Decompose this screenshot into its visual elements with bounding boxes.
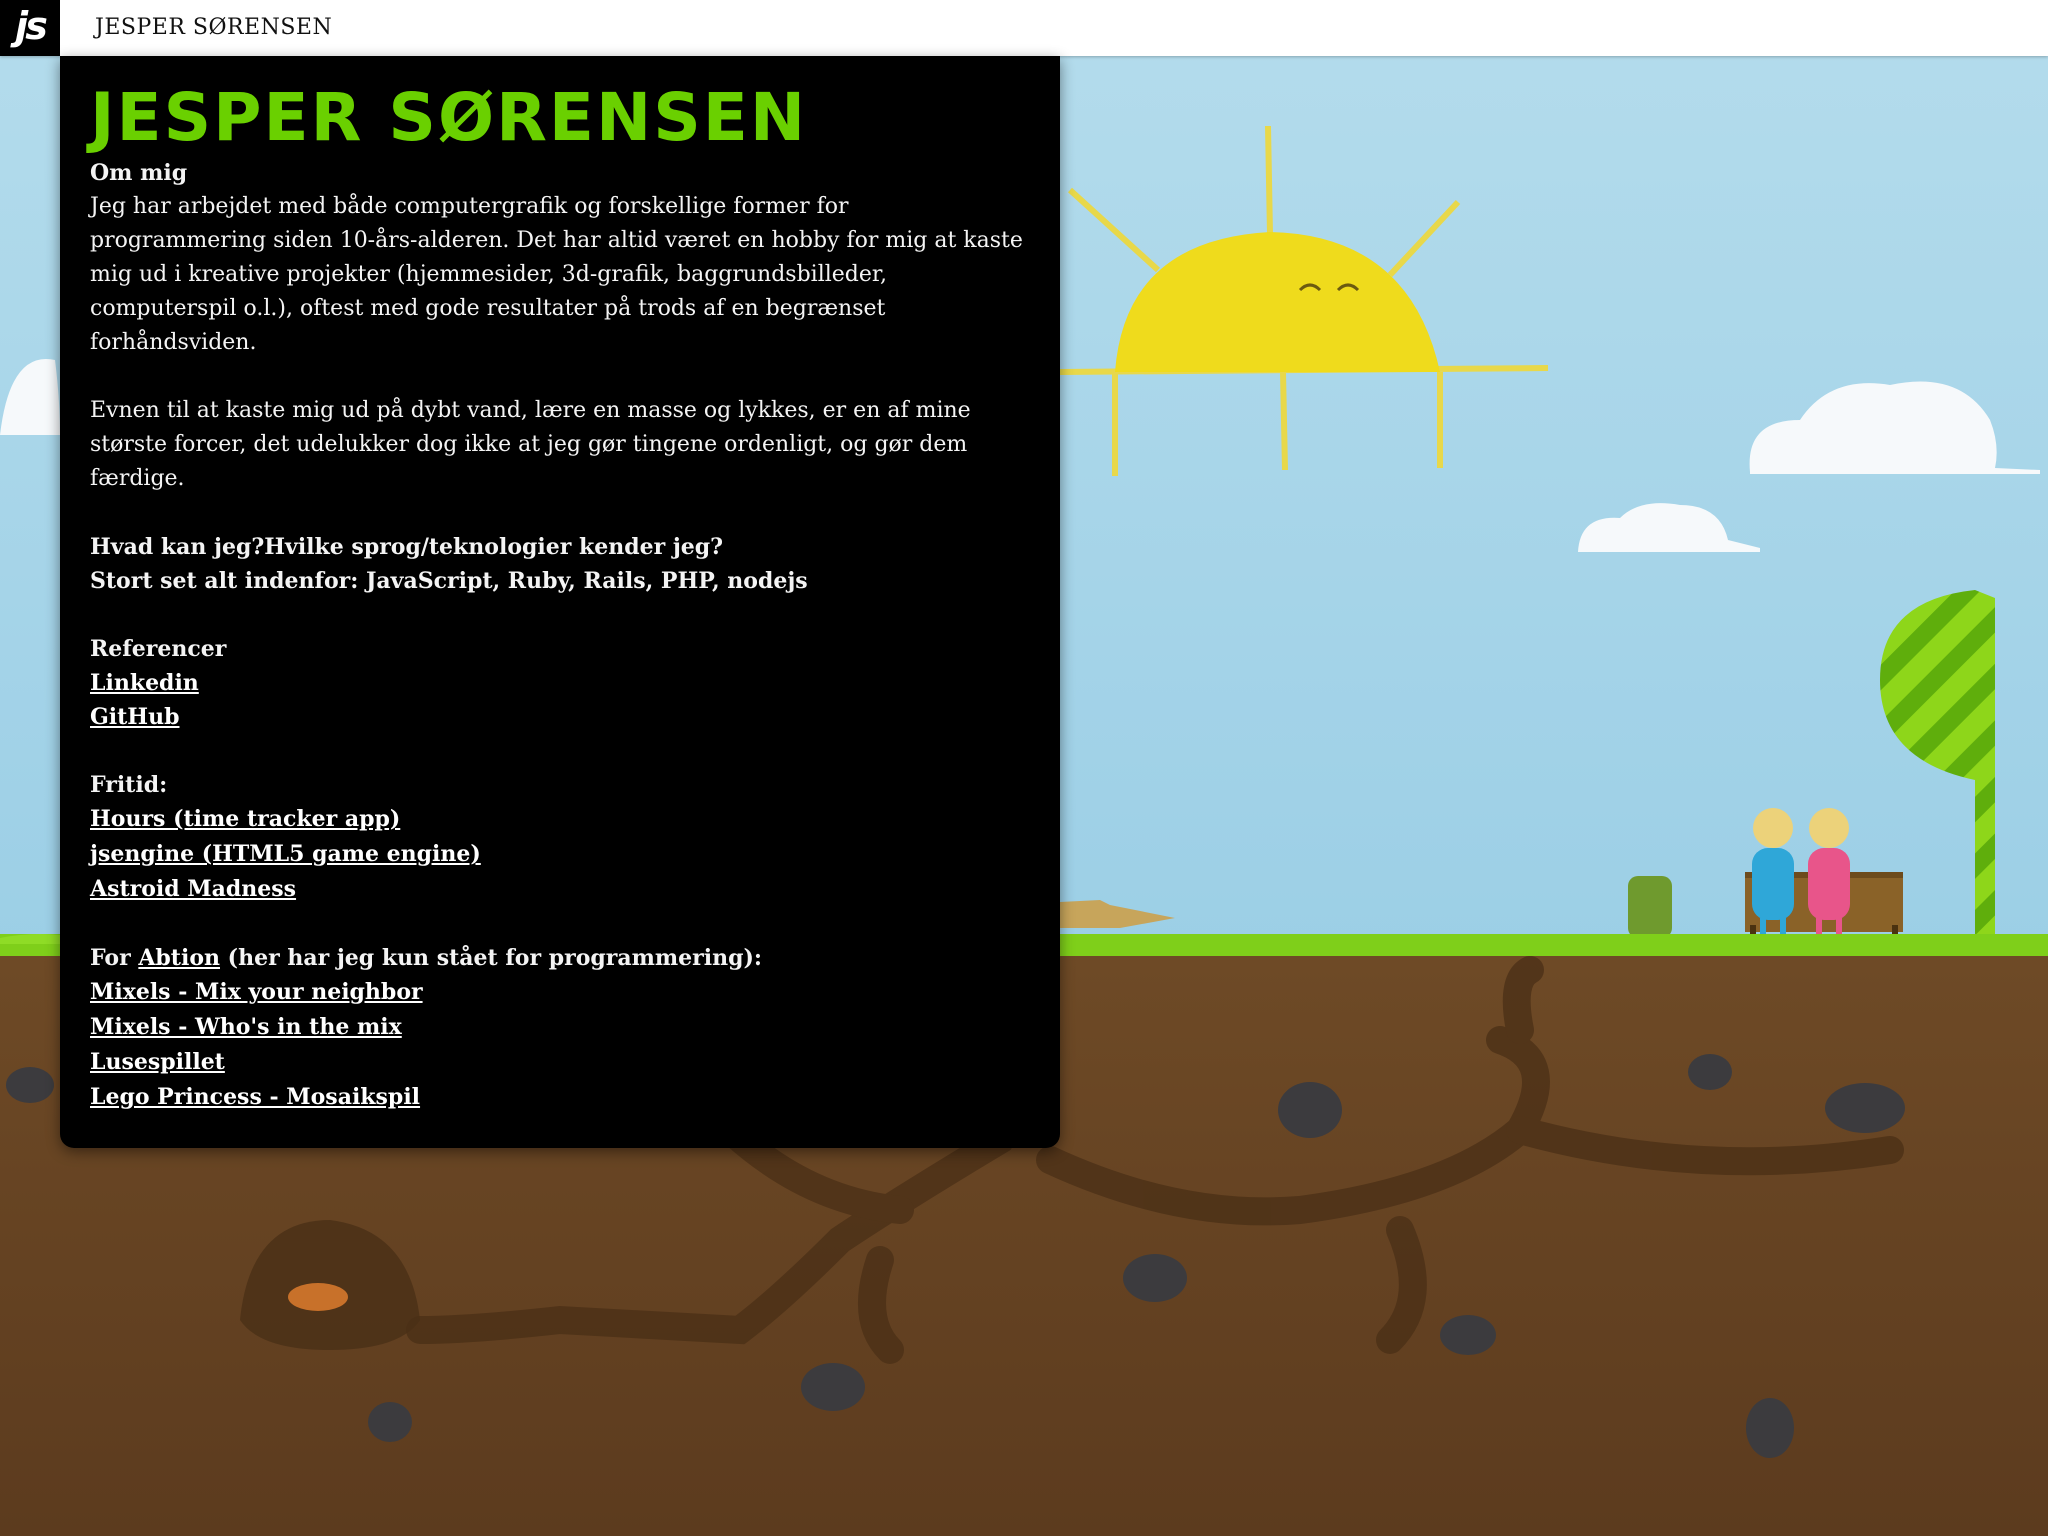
github-link[interactable]: GitHub — [90, 704, 180, 730]
site-logo[interactable]: js — [0, 0, 60, 56]
trash-bin — [1628, 876, 1672, 938]
top-bar — [0, 0, 2048, 56]
about-heading: Om mig — [90, 160, 188, 186]
abtion-heading — [90, 941, 1030, 975]
astroid-madness-link[interactable]: Astroid Madness — [90, 876, 297, 902]
page-title: JESPER SØRENSEN — [90, 79, 808, 156]
references-heading: Referencer — [90, 636, 227, 662]
about-paragraph-2: Evnen til at kaste mig ud på dybt vand, lære en masse og lykkes, er en af mine største forcer, det udelukker dog ikke at jeg gør tingene ordenligt, og gør dem færdige. — [90, 398, 971, 491]
about-paragraph-1: Jeg har arbejdet med både computergrafik og forskellige former for programmering siden 10-års-alderen. Det har altid været en hobby for mig at kaste mig ud i kreative projekter (hjemmesider, 3d-grafik, baggrundsbilleder, computerspil o.l.), oftest med gode resultater på trods af en begrænset forhåndsviden. — [90, 194, 1023, 355]
leisure-heading: Fritid: — [90, 772, 168, 798]
abtion-link[interactable]: Abtion — [138, 945, 220, 971]
about-section — [90, 156, 1030, 1115]
skills-text: Stort set alt indenfor: JavaScript, Ruby, Rails, PHP, nodejs — [90, 568, 808, 594]
abtion-suffix: (her har jeg kun stået for programmering): — [227, 945, 763, 971]
mixels-whos-in-link[interactable]: Mixels - Who's in the mix — [90, 1014, 402, 1040]
site-title[interactable]: JESPER SØRENSEN — [95, 15, 333, 40]
abtion-prefix: For — [90, 945, 131, 971]
hours-link[interactable]: Hours (time tracker app) — [90, 806, 401, 832]
skills-heading: Hvad kan jeg?Hvilke sprog/teknologier kender jeg? — [90, 534, 724, 560]
linkedin-link[interactable]: Linkedin — [90, 670, 199, 696]
lusespillet-link[interactable]: Lusespillet — [90, 1049, 225, 1075]
content-panel — [60, 56, 1060, 1148]
jsengine-link[interactable]: jsengine (HTML5 game engine) — [90, 841, 481, 867]
lego-princess-link[interactable]: Lego Princess - Mosaikspil — [90, 1084, 421, 1110]
mixels-neighbor-link[interactable]: Mixels - Mix your neighbor — [90, 979, 423, 1005]
